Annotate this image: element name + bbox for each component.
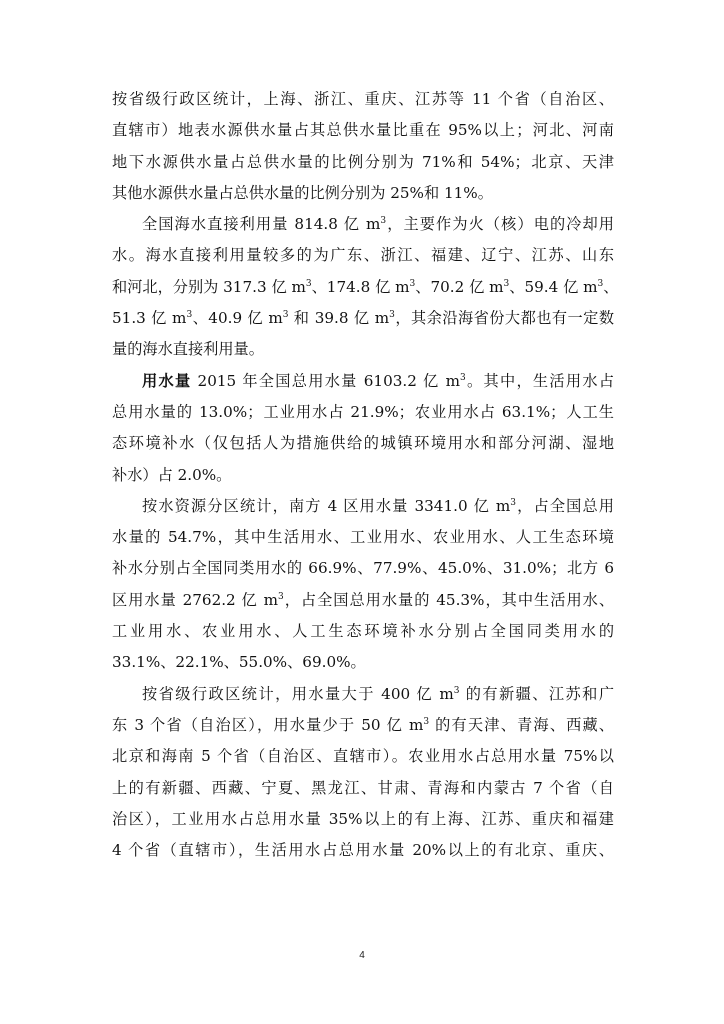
text-line: 地下水源供水量占总供水量的比例分别为 71%和 54%；北京、天津 <box>112 152 614 171</box>
text-line: 全国海水直接利用量 814.8 亿 $m^3$，主要作为火（核）电的冷却用 <box>142 215 614 234</box>
document-body <box>112 84 619 866</box>
text-line: 态环境补水（仅包括人为措施供给的城镇环境用水和部分河湖、湿地 <box>112 434 614 453</box>
text-line: 补水）占 2.0%。 <box>112 465 232 484</box>
text-line: 东 3 个省（自治区），用水量少于 50 亿 $m^3$ 的有天津、青海、西藏、 <box>112 715 614 734</box>
text-line: 水量的 54.7%，其中生活用水、工业用水、农业用水、人工生态环境 <box>112 528 614 547</box>
text-line: 直辖市）地表水源供水量占其总供水量比重在 95%以上；河北、河南 <box>112 121 614 140</box>
text-line: 用水量 2015 年全国总用水量 6103.2 亿 $m^3$。其中，生活用水占 <box>142 371 615 390</box>
text-line: 按水资源分区统计，南方 4 区用水量 3341.0 亿 $m^3$，占全国总用 <box>142 496 614 515</box>
page-number: 4 <box>359 950 365 961</box>
text-line: 工业用水、农业用水、人工生态环境补水分别占全国同类用水的 <box>112 622 614 641</box>
text-line: 4 个省（直辖市），生活用水占总用水量 20%以上的有北京、重庆、 <box>112 841 614 860</box>
text-line: 量的海水直接利用量。 <box>112 340 264 359</box>
text-line: 治区），工业用水占总用水量 35%以上的有上海、江苏、重庆和福建 <box>112 809 614 828</box>
text-line: 按省级行政区统计，用水量大于 400 亿 $m^3$ 的有新疆、江苏和广 <box>142 684 615 703</box>
text-line: 51.3 亿 $m^3$、40.9 亿 $m^3$ 和 39.8 亿 $m^3$，其余沿海省份大都也有一定数 <box>112 309 615 328</box>
text-line: 其他水源供水量占总供水量的比例分别为 25%和 11%。 <box>112 183 493 202</box>
text-line: 和河北，分别为 317.3 亿 $m^3$、174.8 亿 $m^3$、70.2 亿 $m^3$、59.4 亿 $m^3$、 <box>112 277 619 296</box>
text-line: 补水分别占全国同类用水的 66.9%、77.9%、45.0%、31.0%；北方 6 <box>112 559 614 578</box>
section-heading: 用水量 <box>142 371 192 390</box>
text-line: 北京和海南 5 个省（自治区、直辖市）。农业用水占总用水量 75%以 <box>112 747 614 766</box>
text-line: 区用水量 2762.2 亿 $m^3$，占全国总用水量的 45.3%，其中生活用水、 <box>112 590 615 609</box>
text-line: 总用水量的 13.0%；工业用水占 21.9%；农业用水占 63.1%；人工生 <box>112 402 614 421</box>
text-line: 33.1%、22.1%、55.0%、69.0%。 <box>112 653 366 672</box>
text-line: 按省级行政区统计，上海、浙江、重庆、江苏等 11 个省（自治区、 <box>112 90 614 108</box>
text-line: 上的有新疆、西藏、宁夏、黑龙江、甘肃、青海和内蒙古 7 个省（自 <box>112 778 614 797</box>
text-line: 水。海水直接利用量较多的为广东、浙江、福建、辽宁、江苏、山东 <box>112 246 614 265</box>
